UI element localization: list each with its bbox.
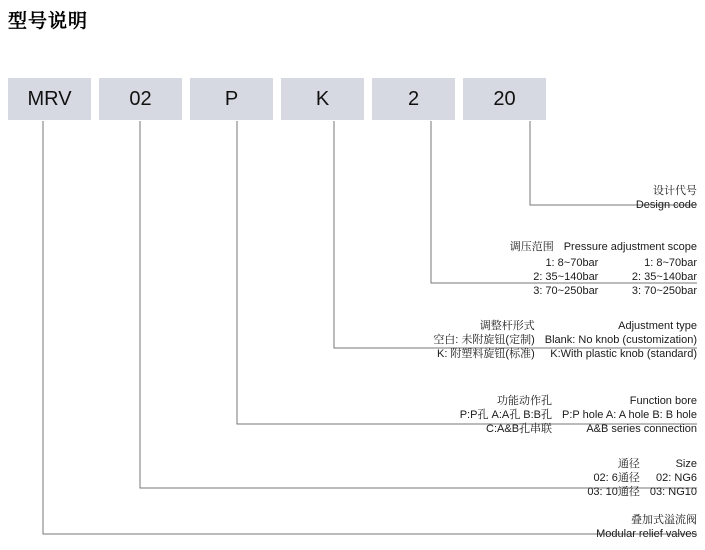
annotation-adjustment-type — [433, 319, 697, 361]
pressure-scope-cn: 调压范围 — [509, 241, 554, 253]
function-bore-cn: 功能动作孔 — [497, 395, 553, 407]
function-bore-en: Function bore — [629, 395, 697, 407]
pressure-scope-row-1-cn: 1: 8~70bar — [545, 257, 599, 269]
adjustment-type-cn: 调整杆形式 — [479, 320, 535, 332]
size-row-2-en: 03: NG10 — [649, 486, 697, 498]
function-bore-row-2-cn: C:A&B孔串联 — [486, 423, 553, 435]
size-row-1-en: 02: NG6 — [656, 472, 697, 484]
size-row-1-cn: 02: 6通径 — [593, 472, 640, 484]
adjustment-type-en: Adjustment type — [618, 320, 697, 332]
design-code-cn: 设计代号 — [653, 185, 697, 197]
adjustment-type-row-2-cn: K: 附塑料旋钮(标准) — [436, 348, 535, 360]
pressure-scope-row-2-cn: 2: 35~140bar — [533, 271, 599, 283]
size-cn: 通径 — [617, 458, 640, 470]
annotation-design-code — [636, 184, 697, 212]
size-en: Size — [675, 458, 697, 470]
annotation-product-name — [596, 513, 697, 541]
code-box-design-code: 20 — [463, 78, 546, 120]
pressure-scope-row-2-en: 2: 35~140bar — [631, 271, 697, 283]
code-box-pressure-scope: 2 — [372, 78, 455, 120]
annotation-function-bore — [460, 394, 697, 436]
pressure-scope-row-3-cn: 3: 70~250bar — [533, 285, 599, 297]
annotation-size — [587, 457, 697, 499]
function-bore-row-1-en: P:P hole A: A hole B: B hole — [562, 409, 697, 421]
code-box-adjustment-type: K — [281, 78, 364, 120]
pressure-scope-row-1-en: 1: 8~70bar — [644, 257, 697, 269]
pressure-scope-row-3-en: 3: 70~250bar — [631, 285, 697, 297]
code-box-series: MRV — [8, 78, 91, 120]
code-box-function-bore: P — [190, 78, 273, 120]
annotation-pressure-scope — [510, 240, 697, 298]
page-title: 型号说明 — [8, 11, 89, 32]
product-name-en: Modular relief valves — [596, 528, 697, 540]
design-code-en: Design code — [635, 199, 697, 211]
pressure-scope-en: Pressure adjustment scope — [563, 241, 697, 253]
adjustment-type-row-2-en: K:With plastic knob (standard) — [550, 348, 697, 360]
function-bore-row-1-cn: P:P孔 A:A孔 B:B孔 — [459, 409, 553, 421]
adjustment-type-row-1-en: Blank: No knob (customization) — [544, 334, 697, 346]
leader-adjustment-type — [334, 121, 697, 348]
product-name-cn: 叠加式溢流阀 — [631, 514, 697, 526]
code-box-size: 02 — [99, 78, 182, 120]
function-bore-row-2-en: A&B series connection — [586, 423, 697, 435]
adjustment-type-row-1-cn: 空白: 未附旋钮(定制) — [433, 334, 535, 346]
model-code-row — [8, 78, 546, 120]
size-row-2-cn: 03: 10通径 — [587, 486, 640, 498]
